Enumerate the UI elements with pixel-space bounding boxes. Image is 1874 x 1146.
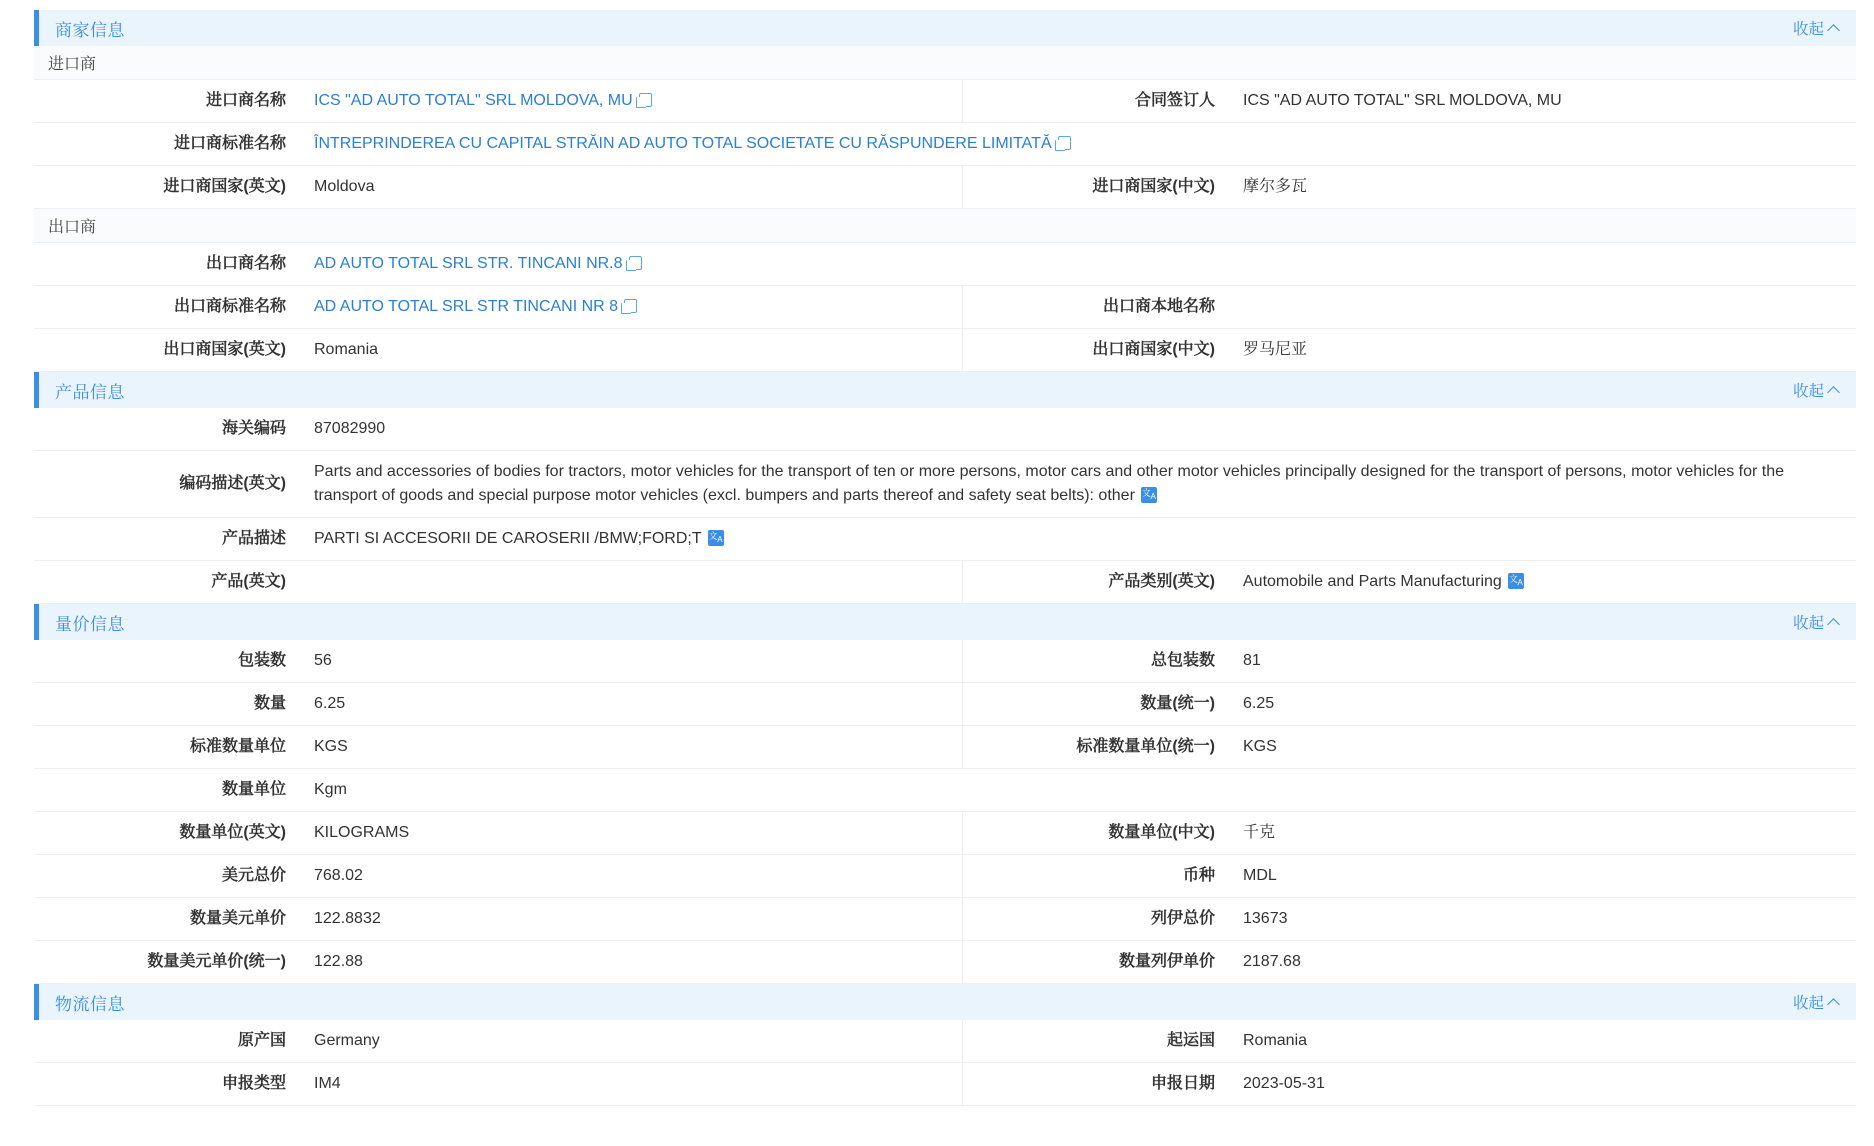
field-value-text: 2023-05-31 (1243, 1075, 1325, 1092)
field-value-text: Germany (314, 1032, 380, 1049)
field-value (1231, 1063, 1856, 1106)
section-title: 产品信息 (55, 382, 125, 402)
field-label: 币种 (963, 855, 1231, 898)
field-value-text: 87082990 (314, 420, 386, 437)
field-value-text: ÎNTREPRINDEREA CU CAPITAL STRĂIN AD AUTO TOTAL SOCIETATE CU RĂSPUNDERE LIMITATĂ (314, 135, 1052, 152)
field-value (302, 286, 962, 329)
detail-table (34, 640, 1856, 984)
chevron-up-icon (1827, 386, 1840, 399)
field-value (302, 329, 962, 372)
field-label: 进口商国家(中文) (963, 166, 1231, 209)
field-value (1231, 941, 1856, 984)
table-row (34, 683, 1856, 726)
field-value (302, 451, 1856, 518)
field-value-text: PARTI SI ACCESORII DE CAROSERII /BMW;FORD;T (314, 530, 702, 547)
table-row (34, 1020, 1856, 1063)
field-value (302, 518, 1856, 561)
field-value-text: 768.02 (314, 867, 363, 884)
field-value-text: 6.25 (1243, 695, 1275, 712)
section-header (34, 10, 1856, 46)
detail-table (34, 1020, 1856, 1106)
field-label: 列伊总价 (963, 898, 1231, 941)
field-label: 出口商国家(中文) (963, 329, 1231, 372)
field-value (1231, 80, 1856, 123)
collapse-label: 收起 (1792, 995, 1824, 1012)
field-label: 包装数 (34, 640, 302, 683)
table-row (34, 451, 1856, 518)
field-label: 申报类型 (34, 1063, 302, 1106)
field-value (302, 243, 1856, 286)
field-label: 标准数量单位(统一) (963, 726, 1231, 769)
field-label: 进口商国家(英文) (34, 166, 302, 209)
field-value (302, 640, 962, 683)
detail-table (34, 408, 1856, 604)
field-value-text: IM4 (314, 1075, 341, 1092)
field-label: 数量(统一) (963, 683, 1231, 726)
section-0 (34, 10, 1856, 372)
field-value (1231, 640, 1856, 683)
table-row (34, 243, 1856, 286)
field-value-text: 122.88 (314, 953, 363, 970)
field-value (1231, 855, 1856, 898)
field-value-text: 摩尔多瓦 (1243, 178, 1308, 195)
copy-icon[interactable] (629, 256, 642, 270)
field-value-text: Romania (1243, 1032, 1308, 1049)
section-header (34, 984, 1856, 1020)
field-label: 起运国 (963, 1020, 1231, 1063)
chevron-up-icon (1827, 24, 1840, 37)
field-value-text: Automobile and Parts Manufacturing (1243, 573, 1502, 590)
table-row (34, 769, 1856, 812)
field-label: 标准数量单位 (34, 726, 302, 769)
detail-table (34, 243, 1856, 372)
field-value (302, 812, 962, 855)
copy-icon[interactable] (624, 299, 637, 313)
field-label: 产品描述 (34, 518, 302, 561)
translate-icon[interactable] (1141, 487, 1157, 503)
collapse-label: 收起 (1792, 21, 1824, 38)
field-label: 产品(英文) (34, 561, 302, 604)
field-value (302, 769, 1856, 812)
table-row (34, 1063, 1856, 1106)
table-row (34, 408, 1856, 451)
field-value-text: AD AUTO TOTAL SRL STR TINCANI NR 8 (314, 298, 619, 315)
field-value (1231, 726, 1856, 769)
field-label: 进口商标准名称 (34, 123, 302, 166)
field-label: 出口商本地名称 (963, 286, 1231, 329)
table-row (34, 286, 1856, 329)
section-header (34, 372, 1856, 408)
field-value (302, 408, 1856, 451)
field-value (302, 1063, 962, 1106)
field-label: 海关编码 (34, 408, 302, 451)
section-2 (34, 604, 1856, 984)
section-1 (34, 372, 1856, 604)
field-value (1231, 166, 1856, 209)
field-value (1231, 561, 1856, 604)
field-value-text: 81 (1243, 652, 1261, 669)
field-label: 申报日期 (963, 1063, 1231, 1106)
copy-icon[interactable] (1058, 136, 1071, 150)
field-value-text: 122.8832 (314, 910, 381, 927)
subgroup-label: 出口商 (34, 209, 1856, 243)
field-value (302, 726, 962, 769)
section-3 (34, 984, 1856, 1106)
field-label: 出口商名称 (34, 243, 302, 286)
collapse-toggle[interactable] (1793, 17, 1838, 39)
table-row (34, 855, 1856, 898)
field-label: 出口商标准名称 (34, 286, 302, 329)
field-label: 原产国 (34, 1020, 302, 1063)
field-value (1231, 329, 1856, 372)
field-value (302, 1020, 962, 1063)
field-value (1231, 286, 1856, 329)
field-value (1231, 812, 1856, 855)
field-value (1231, 898, 1856, 941)
field-value-text: Moldova (314, 178, 375, 195)
field-value (302, 941, 962, 984)
field-value-text: KGS (314, 738, 348, 755)
section-header (34, 604, 1856, 640)
field-label: 数量 (34, 683, 302, 726)
field-label: 美元总价 (34, 855, 302, 898)
detail-table (34, 80, 1856, 209)
field-value-text: ICS "AD AUTO TOTAL" SRL MOLDOVA, MU (1243, 92, 1562, 109)
table-row (34, 329, 1856, 372)
field-label: 数量列伊单价 (963, 941, 1231, 984)
field-value-text: 千克 (1243, 824, 1276, 841)
collapse-toggle[interactable] (1793, 991, 1838, 1013)
field-label: 产品类别(英文) (963, 561, 1231, 604)
table-row (34, 812, 1856, 855)
section-title: 量价信息 (55, 614, 125, 634)
field-value-text: 13673 (1243, 910, 1288, 927)
field-value-text: 6.25 (314, 695, 346, 712)
field-label: 数量单位(中文) (963, 812, 1231, 855)
field-label: 数量单位 (34, 769, 302, 812)
subgroup-label: 进口商 (34, 46, 1856, 80)
field-label: 出口商国家(英文) (34, 329, 302, 372)
field-label: 合同签订人 (963, 80, 1231, 123)
copy-icon[interactable] (639, 93, 652, 107)
field-value (302, 123, 1856, 166)
table-row (34, 166, 1856, 209)
field-value (302, 166, 962, 209)
translate-icon[interactable] (708, 530, 724, 546)
table-row (34, 726, 1856, 769)
field-value-text: KGS (1243, 738, 1277, 755)
collapse-toggle[interactable] (1793, 379, 1838, 401)
field-label: 数量美元单价 (34, 898, 302, 941)
table-row (34, 561, 1856, 604)
translate-icon[interactable] (1508, 573, 1524, 589)
field-value-text: ICS "AD AUTO TOTAL" SRL MOLDOVA, MU (314, 92, 633, 109)
chevron-up-icon (1827, 618, 1840, 631)
field-value (302, 898, 962, 941)
collapse-toggle[interactable] (1793, 611, 1838, 633)
table-row (34, 640, 1856, 683)
field-label: 总包装数 (963, 640, 1231, 683)
field-value-text: Parts and accessories of bodies for tractors, motor vehicles for the transport of ten or more persons, motor cars and other motor vehicles principally designed for the transport of persons, motor vehicles for the transport of goods and special purpose motor vehicles (excl. bumpers and parts thereof and safety seat belts): other (314, 463, 1785, 504)
field-value (302, 80, 962, 123)
section-title: 物流信息 (55, 994, 125, 1014)
collapse-label: 收起 (1792, 615, 1824, 632)
field-value (1231, 683, 1856, 726)
field-label: 进口商名称 (34, 80, 302, 123)
field-value-text: Romania (314, 341, 379, 358)
table-row (34, 123, 1856, 166)
field-value-text: 2187.68 (1243, 953, 1301, 970)
table-row (34, 518, 1856, 561)
field-value (302, 855, 962, 898)
field-label: 数量美元单价(统一) (34, 941, 302, 984)
table-row (34, 941, 1856, 984)
section-title: 商家信息 (55, 20, 125, 40)
table-row (34, 80, 1856, 123)
field-label: 编码描述(英文) (34, 451, 302, 518)
field-value-text: MDL (1243, 867, 1277, 884)
field-value-text: Kgm (314, 781, 347, 798)
field-value-text: KILOGRAMS (314, 824, 410, 841)
collapse-label: 收起 (1792, 383, 1824, 400)
chevron-up-icon (1827, 998, 1840, 1011)
field-value (302, 683, 962, 726)
field-value-text: 罗马尼亚 (1243, 341, 1308, 358)
field-value (302, 561, 962, 604)
table-row (34, 898, 1856, 941)
field-value-text: AD AUTO TOTAL SRL STR. TINCANI NR.8 (314, 255, 623, 272)
field-value-text: 56 (314, 652, 332, 669)
field-value (1231, 1020, 1856, 1063)
field-label: 数量单位(英文) (34, 812, 302, 855)
